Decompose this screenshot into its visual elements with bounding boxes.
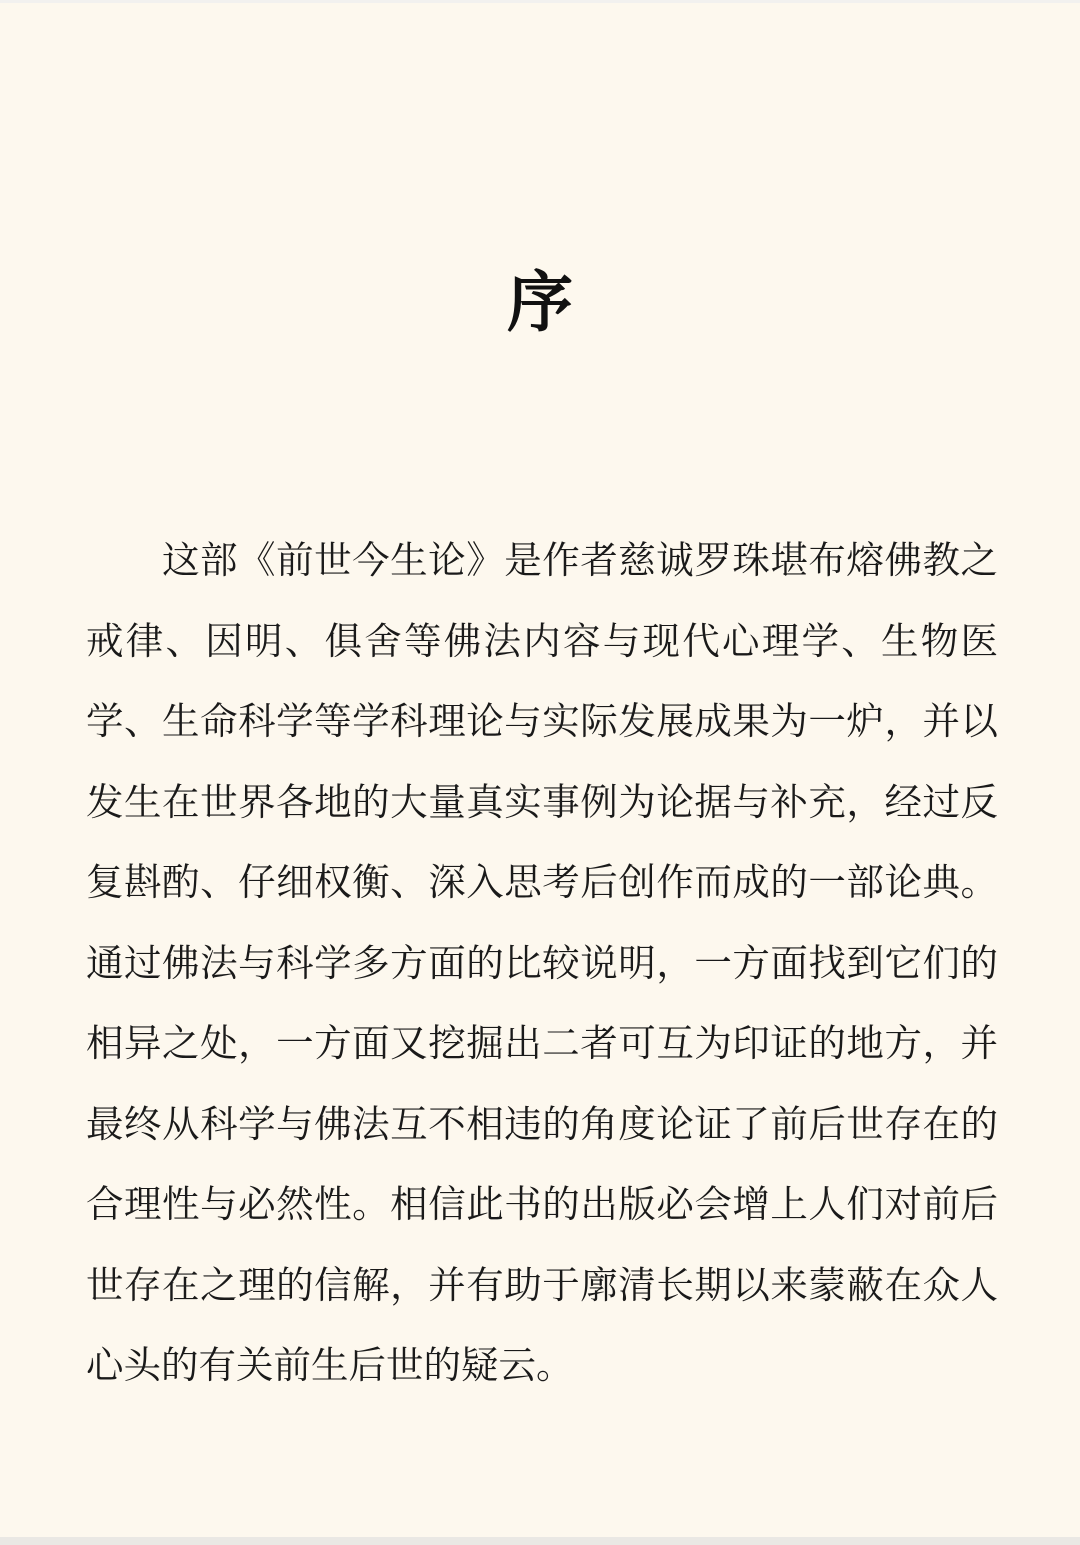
bottom-divider — [0, 1537, 1080, 1545]
top-divider — [0, 0, 1080, 3]
preface-paragraph: 这部《前世今生论》是作者慈诚罗珠堪布熔佛教之戒律、因明、俱舍等佛法内容与现代心理学、生物医学、生命科学等学科理论与实际发展成果为一炉，并以发生在世界各地的大量真实事例为论据与补充，经过反复斟酌、仔细权衡、深入思考后创作而成的一部论典。通过佛法与科学多方面的比较说明，一方面找到它们的相异之处，一方面又挖掘出二者可互为印证的地方，并最终从科学与佛法互不相违的角度论证了前后世存在的合理性与必然性。相信此书的出版必会增上人们对前后世存在之理的信解，并有助于廓清长期以来蒙蔽在众人心头的有关前生后世的疑云。 — [86, 538, 998, 1387]
page-title: 序 — [507, 263, 573, 341]
